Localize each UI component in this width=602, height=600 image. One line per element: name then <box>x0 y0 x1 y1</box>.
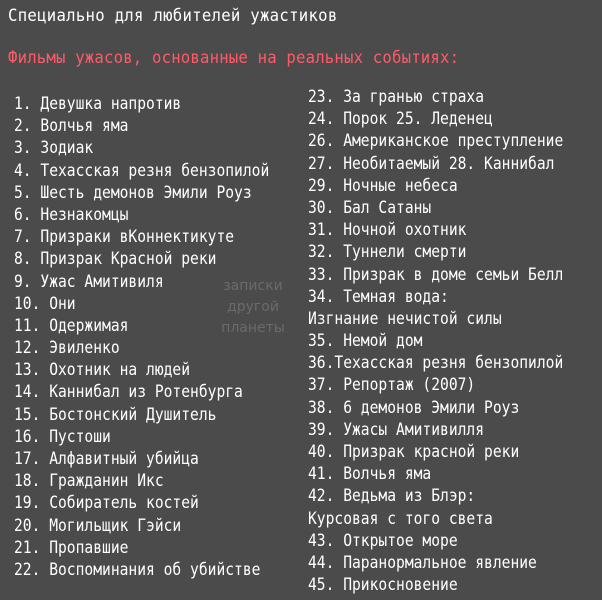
list-item: 34. Темная вода: <box>308 286 449 307</box>
list-item: 6. Незнакомцы <box>14 204 129 225</box>
list-item: 43. Открытое море <box>308 530 458 551</box>
list-item: 9. Ужас Амитивиля <box>14 271 164 292</box>
list-item: 10. Они <box>14 293 76 314</box>
list-item: 39. Ужасы Амитивилля <box>308 419 485 440</box>
list-item: 36.Техасская резня бензопилой <box>308 353 564 374</box>
list-item: 42. Ведьма из Блэр: <box>308 486 476 507</box>
list-item: 12. Эвиленко <box>14 338 120 359</box>
list-item: 30. Бал Сатаны <box>308 197 432 218</box>
list-item: 18. Гражданин Икс <box>14 471 164 492</box>
list-item: 17. Алфавитный убийца <box>14 449 199 469</box>
list-item: 11. Одержимая <box>14 315 129 336</box>
list-heading: Фильмы ужасов, основанные на реальных событиях: <box>8 48 460 68</box>
list-item: 14. Каннибал из Ротенбурга <box>14 382 243 403</box>
watermark-line: другой <box>227 299 279 315</box>
list-item: 8. Призрак Красной реки <box>14 249 217 270</box>
list-item: 41. Волчья яма <box>308 464 432 485</box>
list-item: 13. Охотник на людей <box>14 360 191 381</box>
list-item: 1. Девушка напротив <box>14 94 182 114</box>
list-item: 31. Ночной охотник <box>308 220 467 241</box>
list-item: 4. Техасская резня бензопилой <box>14 160 270 181</box>
list-item: 20. Могильщик Гэйси <box>14 515 182 536</box>
list-item: 22. Воспоминания об убийстве <box>14 559 261 580</box>
list-item: 7. Призраки вКоннектикуте <box>14 227 235 248</box>
list-item: Курсовая с того света <box>308 508 493 529</box>
list-item: 26. Американское преступление <box>308 131 564 152</box>
list-item: Изгнание нечистой силы <box>308 308 502 329</box>
page-title: Специально для любителей ужастиков <box>8 6 338 26</box>
watermark-line: записки <box>223 278 283 294</box>
list-item: 27. Необитаемый 28. Каннибал <box>308 153 555 174</box>
list-item: 29. Ночные небеса <box>308 175 458 196</box>
list-item: 24. Порок 25. Леденец <box>308 109 493 130</box>
list-item: 16. Пустоши <box>14 426 111 447</box>
list-item: 33. Призрак в доме семьи Белл <box>308 264 564 285</box>
list-item: 44. Паранормальное явление <box>308 552 537 573</box>
list-item: 45. Прикосновение <box>308 575 458 596</box>
list-item: 32. Туннели смерти <box>308 242 467 263</box>
list-item: 21. Пропавшие <box>14 537 129 558</box>
list-item: 38. 6 демонов Эмили Роуз <box>308 397 520 418</box>
list-item: 37. Репортаж (2007) <box>308 375 476 396</box>
list-item: 2. Волчья яма <box>14 116 129 137</box>
list-item: 19. Собиратель костей <box>14 493 199 514</box>
list-item: 23. За гранью страха <box>308 87 485 107</box>
watermark-line: планеты <box>221 320 285 336</box>
list-item: 15. Бостонский Душитель <box>14 404 217 425</box>
watermark <box>218 276 288 339</box>
list-item: 35. Немой дом <box>308 331 423 352</box>
movie-list-right <box>308 86 602 596</box>
list-item: 5. Шесть демонов Эмили Роуз <box>14 182 252 203</box>
list-item: 40. Призрак красной реки <box>308 442 520 462</box>
list-item: 3. Зодиак <box>14 138 94 159</box>
